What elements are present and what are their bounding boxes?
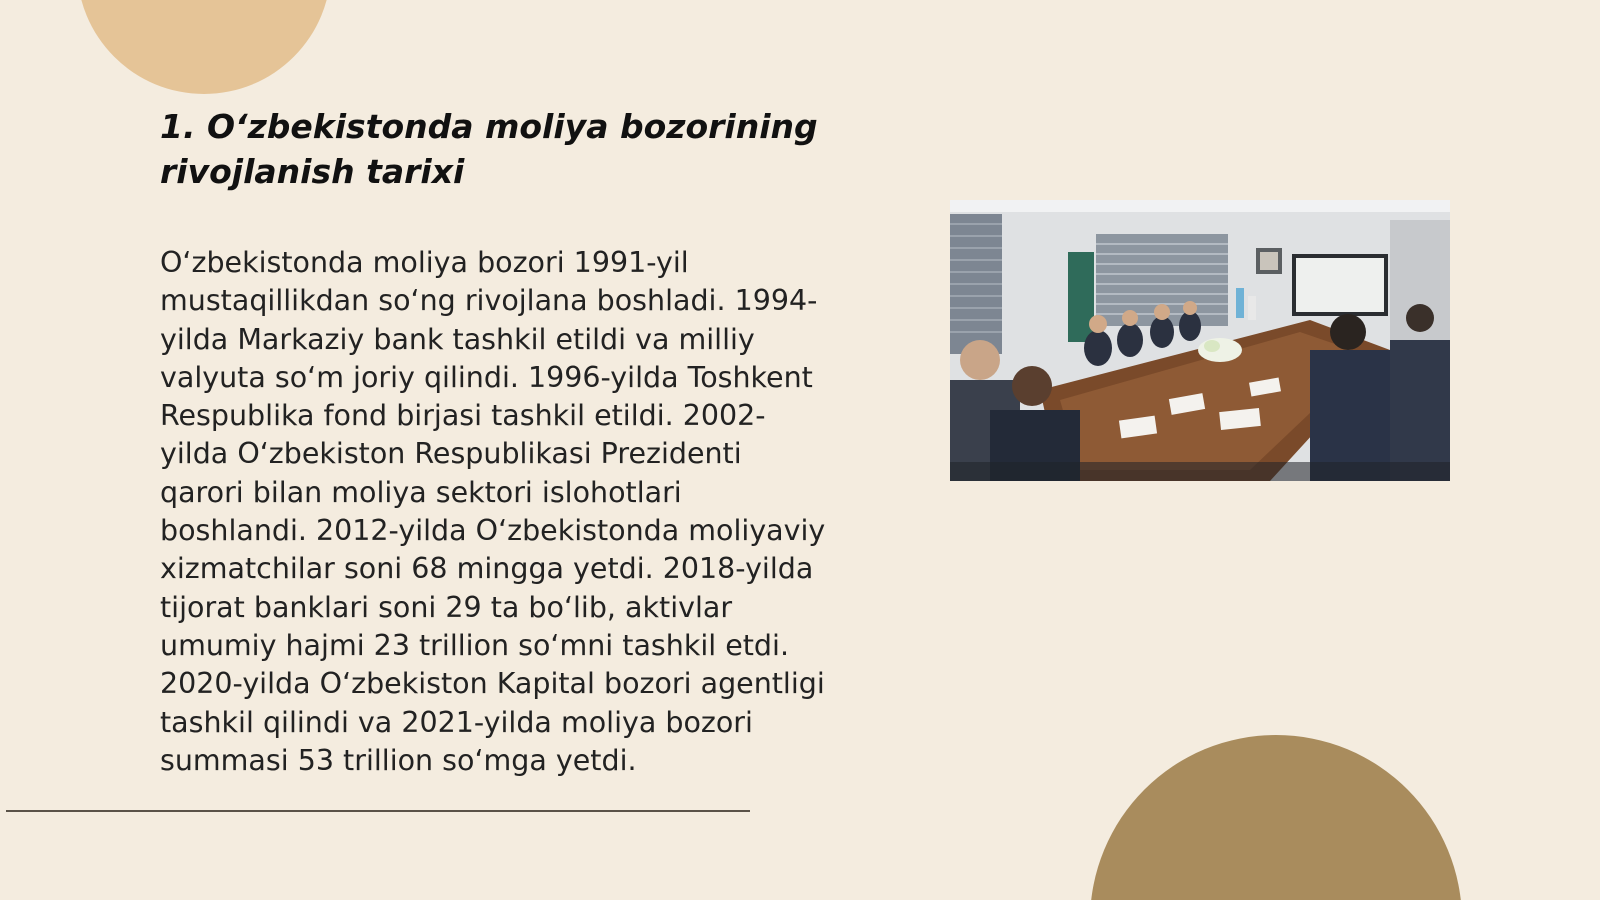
slide-body-text: O‘zbekistonda moliya bozori 1991-yil mustaqillikdan so‘ng rivojlana boshladi. 1994-yilda Markaziy bank tashkil etildi va milliy valyuta so‘m joriy qilindi. 1996-yilda Toshkent Respublika fond birjasi tashkil etildi. 2002-yilda O‘zbekiston Respublikasi Prezidenti qarori bilan moliya sektori islohotlari boshlandi. 2012-yilda O‘zbekistonda moliyaviy xizmatchilar soni 68 mingga yetdi. 2018-yilda tijorat banklari soni 29 ta bo‘lib, aktivlar umumiy hajmi 23 trillion so‘mni tashkil etdi. 2020-yilda O‘zbekiston Kapital bozori agentligi tashkil qilindi va 2021-yilda moliya bozori summasi 53 trillion so‘mga yetdi.: [160, 246, 826, 777]
meeting-room-photo: [950, 200, 1450, 481]
decorative-circle-top: [77, 0, 331, 94]
slide-title: 1. O‘zbekistonda moliya bozorining rivojlanish tarixi: [160, 107, 818, 191]
decorative-circle-bottom: [1090, 735, 1462, 900]
divider-line: [6, 810, 750, 812]
